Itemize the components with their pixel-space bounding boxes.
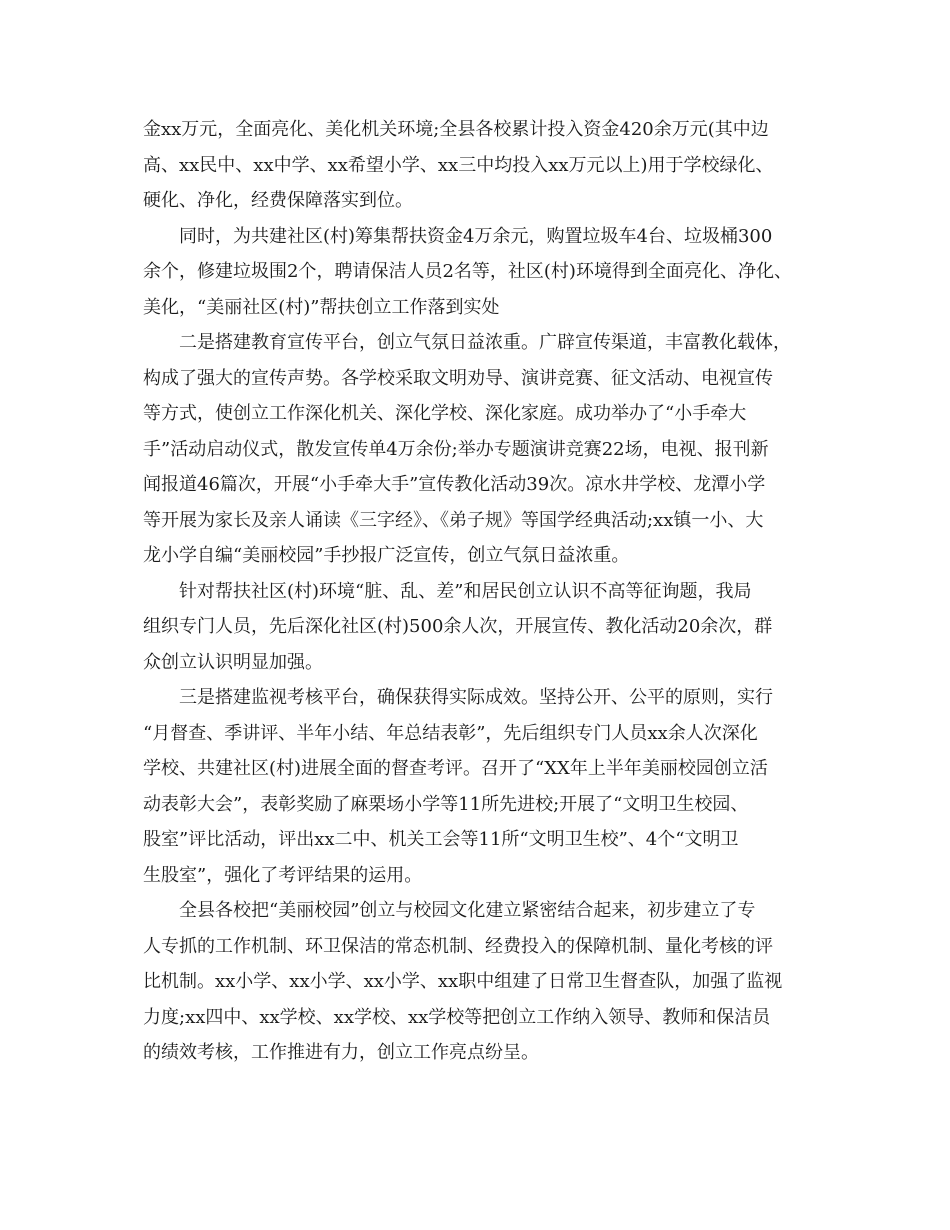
- text-line: 龙小学自编“美丽校园”手抄报广泛宣传，创立气氛日益浓重。: [143, 545, 630, 566]
- text-line: 力度;xx四中、xx学校、xx学校、xx学校等把创立工作纳入领导、教师和保洁员: [143, 1006, 771, 1028]
- text-line: 全县各校把“美丽校园”创立与校园文化建立紧密结合起来，初步建立了专: [179, 900, 756, 921]
- paragraph: [143, 219, 833, 326]
- text-line: 的绩效考核，工作推进有力，创立工作亮点纷呈。: [143, 1042, 539, 1063]
- text-line: 金xx万元，全面亮化、美化机关环境;全县各校累计投入资金420余万元(其中边: [143, 119, 769, 140]
- text-line: 等开展为家长及亲人诵读《三字经》、《弟子规》等国学经典活动;xx镇一小、大: [143, 509, 764, 531]
- text-line: 组织专门人员，先后深化社区(村)500余人次，开展宣传、教化活动20余次，群: [143, 616, 773, 637]
- text-line: 动表彰大会”，表彰奖励了麻栗场小学等11所先进校;开展了“文明卫生校园、: [143, 793, 749, 815]
- text-line: 人专抓的工作机制、环卫保洁的常态机制、经费投入的保障机制、量化考核的评: [143, 935, 773, 957]
- text-line: 众创立认识明显加强。: [143, 651, 323, 673]
- text-line: 美化，“美丽社区(村)”帮扶创立工作落到实处: [143, 296, 500, 318]
- text-line: 针对帮扶社区(村)环境“脏、乱、差”和居民创立认识不高等征询题，我局: [179, 580, 752, 602]
- text-line: 高、xx民中、xx中学、xx希望小学、xx三中均投入xx万元以上)用于学校绿化、: [143, 154, 774, 176]
- text-line: 二是搭建教育宣传平台，创立气氛日益浓重。广辟宣传渠道，丰富教化载体，: [179, 332, 791, 353]
- text-line: 构成了强大的宣传声势。各学校采取文明劝导、演讲竞赛、征文活动、电视宣传: [143, 367, 773, 389]
- paragraph: [143, 112, 833, 219]
- paragraph: [143, 574, 833, 681]
- text-line: 闻报道46篇次，开展“小手牵大手”宣传教化活动39次。凉水井学校、龙潭小学: [143, 474, 766, 495]
- document-body: [143, 112, 833, 1071]
- text-line: 硬化、净化，经费保障落实到位。: [143, 190, 413, 211]
- text-line: 同时，为共建社区(村)筹集帮扶资金4万余元，购置垃圾车4台、垃圾桶300: [179, 225, 773, 247]
- text-line: 股室”评比活动，评出xx二中、机关工会等11所“文明卫生校”、4个“文明卫: [143, 829, 739, 850]
- text-line: 等方式，使创立工作深化机关、深化学校、深化家庭。成功举办了“小手牵大: [143, 403, 747, 424]
- text-line: 学校、共建社区(村)进展全面的督查考评。召开了“XX年上半年美丽校园创立活: [143, 758, 768, 779]
- text-line: 三是搭建监视考核平台，确保获得实际成效。坚持公开、公平的原则，实行: [179, 687, 773, 708]
- paragraph: [143, 325, 833, 574]
- text-line: 手”活动启动仪式，散发宣传单4万余份;举办专题演讲竞赛22场，电视、报刊新: [143, 438, 769, 460]
- text-line: 比机制。xx小学、xx小学、xx小学、xx职中组建了日常卫生督查队，加强了监视: [143, 971, 783, 992]
- text-line: “月督查、季讲评、半年小结、年总结表彰”，先后组织专门人员xx余人次深化: [143, 722, 758, 744]
- paragraph: [143, 680, 833, 893]
- text-line: 余个，修建垃圾围2个，聘请保洁人员2名等，社区(村)环境得到全面亮化、净化、: [143, 261, 792, 282]
- text-line: 生股室”，强化了考评结果的运用。: [143, 864, 423, 886]
- paragraph: [143, 893, 833, 1071]
